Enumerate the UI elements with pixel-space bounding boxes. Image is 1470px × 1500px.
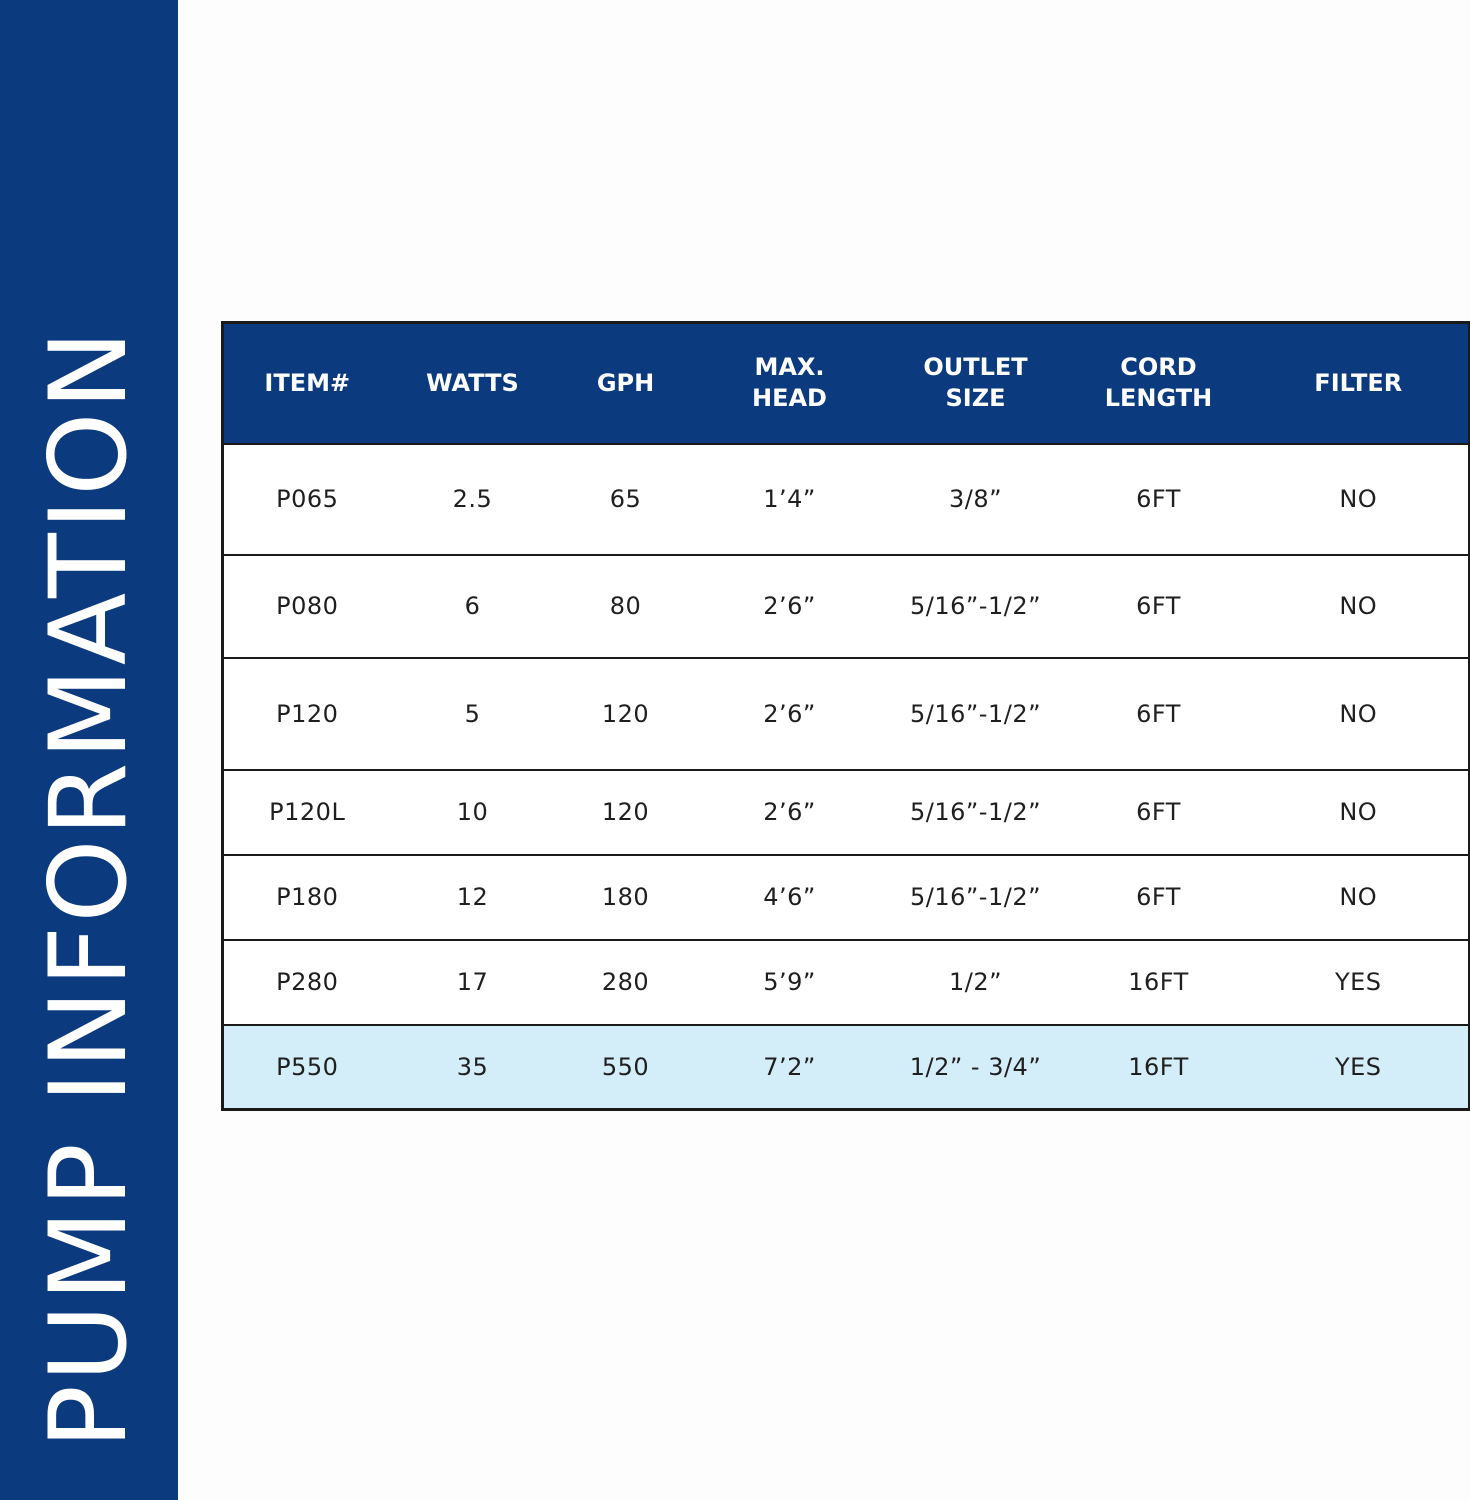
table-row-highlighted bbox=[223, 1025, 1470, 1110]
cell-watts: 12 bbox=[391, 855, 555, 940]
cell-item: P120L bbox=[223, 770, 391, 855]
cell-filter: NO bbox=[1249, 444, 1470, 555]
cell-cord-length: 6FT bbox=[1069, 444, 1249, 555]
cell-gph: 550 bbox=[555, 1025, 697, 1110]
cell-max-head: 5’9” bbox=[697, 940, 883, 1025]
cell-filter: NO bbox=[1249, 658, 1470, 770]
cell-item: P065 bbox=[223, 444, 391, 555]
cell-cord-length: 6FT bbox=[1069, 855, 1249, 940]
cell-outlet-size: 1/2” bbox=[883, 940, 1069, 1025]
pump-spec-table bbox=[221, 321, 1470, 1111]
cell-filter: NO bbox=[1249, 770, 1470, 855]
cell-watts: 10 bbox=[391, 770, 555, 855]
cell-item: P180 bbox=[223, 855, 391, 940]
cell-outlet-size: 3/8” bbox=[883, 444, 1069, 555]
cell-watts: 35 bbox=[391, 1025, 555, 1110]
cell-gph: 120 bbox=[555, 658, 697, 770]
cell-cord-length: 16FT bbox=[1069, 1025, 1249, 1110]
cell-filter: YES bbox=[1249, 1025, 1470, 1110]
table-row bbox=[223, 855, 1470, 940]
cell-filter: NO bbox=[1249, 555, 1470, 658]
cell-gph: 80 bbox=[555, 555, 697, 658]
cell-item: P550 bbox=[223, 1025, 391, 1110]
cell-max-head: 2’6” bbox=[697, 658, 883, 770]
cell-outlet-size: 5/16”-1/2” bbox=[883, 855, 1069, 940]
cell-item: P280 bbox=[223, 940, 391, 1025]
cell-gph: 65 bbox=[555, 444, 697, 555]
header-max-head: MAX. HEAD bbox=[697, 323, 883, 444]
banner-title: PUMP INFORMATION bbox=[27, 327, 150, 1449]
table-row bbox=[223, 940, 1470, 1025]
cell-outlet-size: 5/16”-1/2” bbox=[883, 555, 1069, 658]
cell-gph: 120 bbox=[555, 770, 697, 855]
header-item: ITEM# bbox=[223, 323, 391, 444]
table-row bbox=[223, 658, 1470, 770]
table-row bbox=[223, 770, 1470, 855]
header-gph: GPH bbox=[555, 323, 697, 444]
cell-max-head: 4’6” bbox=[697, 855, 883, 940]
cell-watts: 6 bbox=[391, 555, 555, 658]
header-watts: WATTS bbox=[391, 323, 555, 444]
cell-cord-length: 6FT bbox=[1069, 658, 1249, 770]
cell-item: P080 bbox=[223, 555, 391, 658]
cell-cord-length: 6FT bbox=[1069, 555, 1249, 658]
header-outlet-size: OUTLET SIZE bbox=[883, 323, 1069, 444]
cell-filter: NO bbox=[1249, 855, 1470, 940]
header-cord-length: CORD LENGTH bbox=[1069, 323, 1249, 444]
cell-watts: 17 bbox=[391, 940, 555, 1025]
cell-filter: YES bbox=[1249, 940, 1470, 1025]
cell-outlet-size: 5/16”-1/2” bbox=[883, 770, 1069, 855]
cell-max-head: 7’2” bbox=[697, 1025, 883, 1110]
cell-outlet-size: 1/2” - 3/4” bbox=[883, 1025, 1069, 1110]
cell-max-head: 2’6” bbox=[697, 770, 883, 855]
cell-max-head: 2’6” bbox=[697, 555, 883, 658]
cell-item: P120 bbox=[223, 658, 391, 770]
cell-cord-length: 16FT bbox=[1069, 940, 1249, 1025]
side-banner bbox=[0, 0, 178, 1500]
cell-outlet-size: 5/16”-1/2” bbox=[883, 658, 1069, 770]
cell-gph: 180 bbox=[555, 855, 697, 940]
cell-watts: 5 bbox=[391, 658, 555, 770]
table-row bbox=[223, 555, 1470, 658]
cell-watts: 2.5 bbox=[391, 444, 555, 555]
cell-cord-length: 6FT bbox=[1069, 770, 1249, 855]
cell-max-head: 1’4” bbox=[697, 444, 883, 555]
cell-gph: 280 bbox=[555, 940, 697, 1025]
table-row bbox=[223, 444, 1470, 555]
table-header-row bbox=[223, 323, 1470, 444]
header-filter: FILTER bbox=[1249, 323, 1470, 444]
